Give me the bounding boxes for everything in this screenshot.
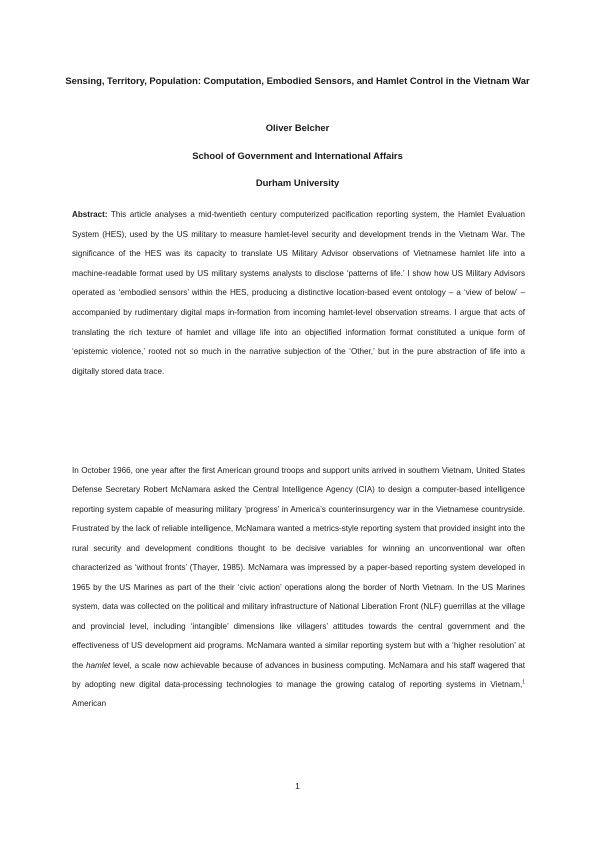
author-name: Oliver Belcher bbox=[265, 122, 330, 133]
abstract-paragraph bbox=[72, 205, 525, 381]
paper-title: Sensing, Territory, Population: Computation, Embodied Sensors, and Hamlet Control in the Vietnam War bbox=[65, 75, 530, 86]
body-text-part1: In October 1966, one year after the first American ground troops and support units arrived in southern Vietnam, United States Defense Secretary Robert McNamara asked the Central Intelligence Agency (CIA) to design a computer-based intelligence reporting system capable of measuring military ‘progress’ in America’s counterinsurgency war in the Vietnamese countryside. Frustrated by the lack of reliable intelligence, McNamara wanted a metrics-style reporting system that provided insight into the rural security and development conditions thought to be decisive variables for winning an unconventional war often characterized as ‘without fronts’ (Thayer, 1985). McNamara was impressed by a paper-based reporting system developed in 1965 by the US Marines as part of the their ‘civic action’ operations along the border of North Vietnam. In the US Marines system, data was collected on the political and military infrastructure of National Liberation Front (NLF) guerrillas at the village and provincial level, including ‘intangible’ dimensions like villagers’ attitudes towards the central government and the effectiveness of US development aid programs. McNamara wanted a similar reporting system but with a ‘higher resolution’ at the bbox=[72, 466, 525, 670]
body-emphasis-hamlet: hamlet bbox=[85, 660, 111, 670]
body-text-part2: level, a scale now achievable because of advances in business computing. McNamara and his staff wagered that by adopting new digital data-processing technologies to manage the growing catalog of reporting systems in Vietnam, bbox=[72, 660, 525, 689]
footnote-marker[interactable]: 1 bbox=[522, 679, 525, 686]
abstract-text: This article analyses a mid-twentieth century computerized pacification reporting system, the Hamlet Evaluation System (HES), used by the US military to measure hamlet-level security and development trends in the Vietnam War. The significance of the HES was its capacity to translate US Military Advisor observations of Vietnamese hamlet life into a machine-readable format used by US military systems analysts to disclose ‘patterns of life.’ I show how US Military Advisors operated as ‘embodied sensors’ within the HES, producing a distinctive location-based event ontology – a ‘view of below’ – accompanied by rudimentary digital maps in-formation from incoming hamlet-level observation streams. I argue that acts of translating the rich texture of hamlet and village life into an objectified information format constituted a unique form of ‘epistemic violence,’ rooted not so much in the narrative subjection of the ‘Other,’ but in the pure abstraction of life into a digitally stored data trace. bbox=[72, 210, 525, 376]
body-paragraph bbox=[72, 461, 525, 714]
page-number: 1 bbox=[295, 781, 300, 791]
author-affiliation: School of Government and International Affairs bbox=[192, 150, 403, 161]
abstract-label: Abstract: bbox=[72, 210, 108, 219]
body-text-part3: American bbox=[72, 699, 107, 709]
author-university: Durham University bbox=[255, 177, 340, 188]
